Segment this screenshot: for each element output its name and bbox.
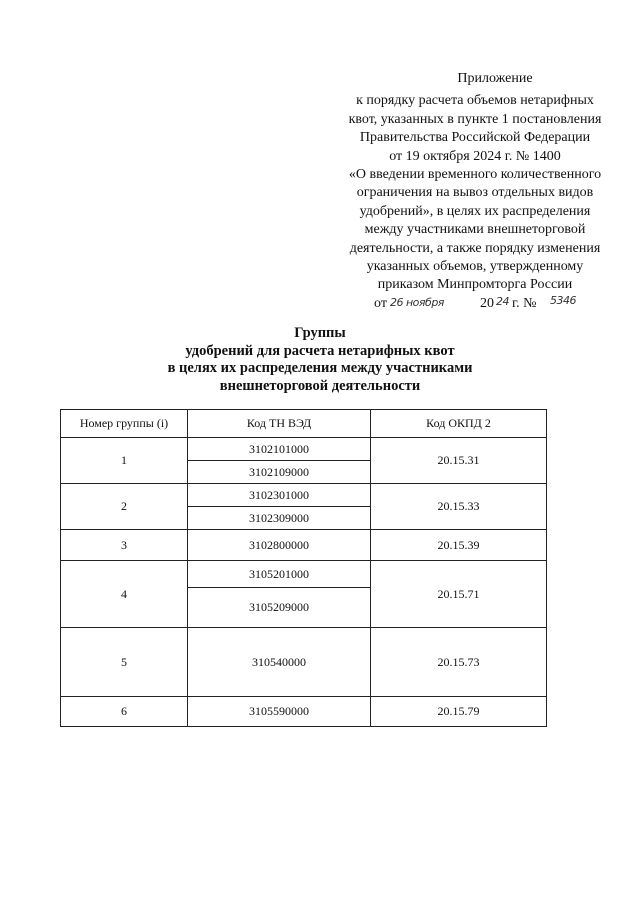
okpd-cell: 20.15.71: [371, 561, 547, 628]
appendix-line: «О введении временного количественного: [348, 167, 602, 183]
appendix-line: удобрений», в целях их распределения: [359, 203, 591, 219]
group-number-cell: 1: [61, 438, 188, 484]
tnved-cell: 3102101000: [188, 438, 371, 461]
group-number-cell: 5: [61, 628, 188, 697]
tnved-cell: 3102309000: [188, 507, 371, 530]
tnved-cell: 3102800000: [188, 530, 371, 561]
appendix-line: от 19 октября 2024 г. № 1400: [389, 148, 561, 164]
tnved-cell: 310540000: [188, 628, 371, 697]
handwritten-date: 26 ноября: [390, 295, 444, 309]
table-row: [61, 628, 547, 697]
date-prefix: от: [374, 295, 387, 311]
appendix-line: к порядку расчета объемов нетарифных: [356, 93, 594, 109]
tnved-cell: 3102109000: [188, 461, 371, 484]
appendix-line: ограничения на вывоз отдельных видов: [356, 185, 594, 201]
table-header-row: [61, 410, 547, 438]
year-prefix: 20: [480, 295, 494, 311]
okpd-cell: 20.15.39: [371, 530, 547, 561]
order-date-line: [330, 295, 620, 315]
heading-line: удобрений для расчета нетарифных квот: [185, 342, 455, 359]
appendix-line: между участниками внешнеторговой: [364, 222, 586, 238]
okpd-cell: 20.15.33: [371, 484, 547, 530]
table-row: [61, 438, 547, 461]
appendix-title: Приложение: [457, 71, 533, 86]
appendix-line: деятельности, а также порядку изменения: [349, 240, 601, 256]
handwritten-order-number: 5346: [550, 293, 576, 307]
fertilizer-groups-table: [60, 409, 547, 727]
appendix-block: [330, 70, 620, 315]
okpd-cell: 20.15.73: [371, 628, 547, 697]
header-okpd-code: Код ОКПД 2: [371, 410, 547, 438]
table-row: [61, 697, 547, 727]
okpd-cell: 20.15.31: [371, 438, 547, 484]
heading-line: в целях их распределения между участниками: [167, 360, 473, 376]
appendix-line: указанных объемов, утвержденному: [366, 259, 584, 275]
heading-line: Группы: [294, 325, 346, 341]
appendix-line: приказом Минпромторга России: [377, 277, 573, 293]
heading-line: внешнеторговой деятельности: [219, 377, 421, 394]
header-tnved-code: Код ТН ВЭД: [188, 410, 371, 438]
tnved-cell: 3105590000: [188, 697, 371, 727]
appendix-line: квот, указанных в пункте 1 постановления: [348, 111, 602, 127]
group-number-cell: 3: [61, 530, 188, 561]
header-group-number: Номер группы (i): [61, 410, 188, 438]
tnved-cell: 3105209000: [188, 588, 371, 628]
group-number-cell: 6: [61, 697, 188, 727]
table-row: [61, 561, 547, 588]
tnved-cell: 3105201000: [188, 561, 371, 588]
tnved-cell: 3102301000: [188, 484, 371, 507]
table-row: [61, 530, 547, 561]
okpd-cell: 20.15.79: [371, 697, 547, 727]
document-heading: [0, 325, 640, 395]
year-suffix: г. №: [512, 295, 537, 311]
group-number-cell: 4: [61, 561, 188, 628]
appendix-line: Правительства Российской Федерации: [359, 130, 591, 146]
group-number-cell: 2: [61, 484, 188, 530]
handwritten-year: 24: [496, 294, 509, 308]
table-row: [61, 484, 547, 507]
